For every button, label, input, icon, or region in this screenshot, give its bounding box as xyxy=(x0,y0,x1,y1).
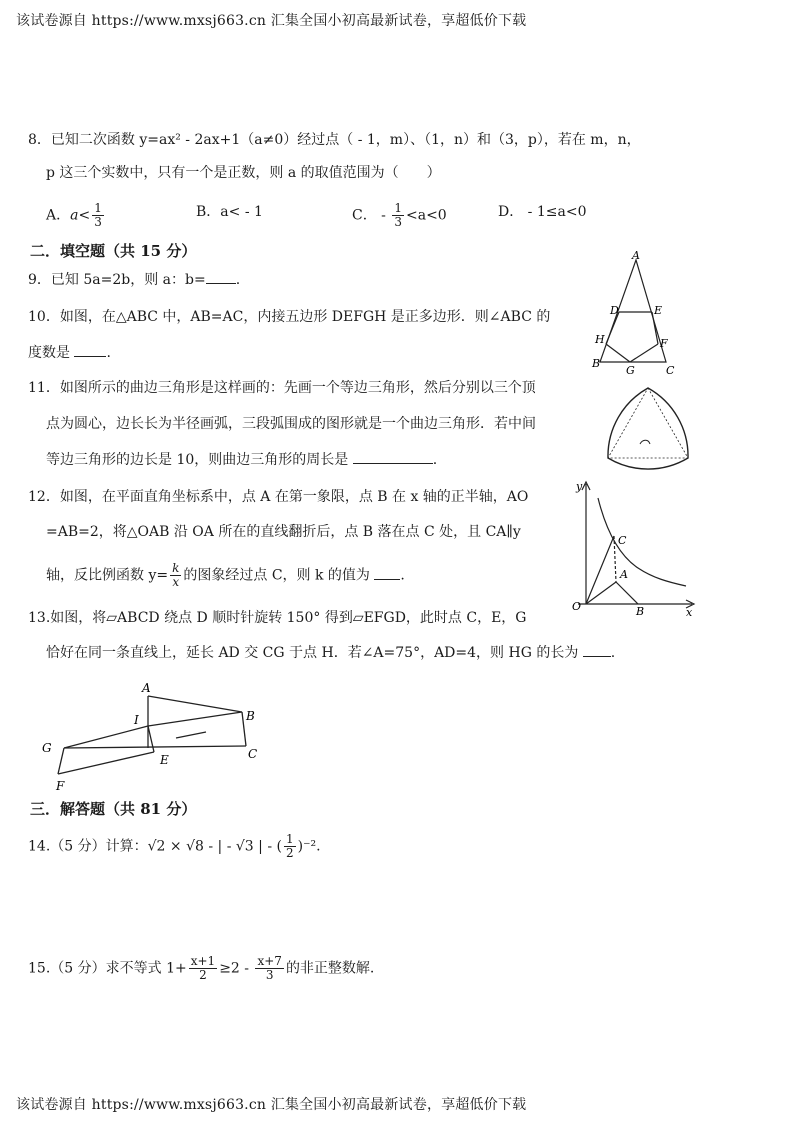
fig13-label-a: A xyxy=(142,681,151,695)
fig10-label-e: E xyxy=(654,304,663,317)
fig13-label-g: G xyxy=(42,741,52,755)
q8-option-c: C． - $\frac{1}{3}$ <a<0 xyxy=(352,201,447,229)
fig12-label-o: O xyxy=(572,600,582,613)
q12-line1: 12．如图，在平面直角坐标系中，点 A 在第一象限，点 B 在 x 轴的正半轴，AO xyxy=(28,489,529,505)
fig10-label-a: A xyxy=(632,250,640,262)
figure-q12-coordinate-plane xyxy=(568,478,698,616)
page-footer xyxy=(16,1094,526,1114)
fig12-label-y: y xyxy=(576,480,583,493)
fig13-label-c: C xyxy=(248,747,258,761)
q10-line1: 10．如图，在△ABC 中，AB=AC，内接五边形 DEFGH 是正多边形．则∠ABC 的 xyxy=(28,309,551,325)
fig12-label-c: C xyxy=(618,534,627,547)
q8-option-d: D． - 1≤a<0 xyxy=(498,204,587,220)
fig10-label-d: D xyxy=(610,304,619,317)
fig13-label-e: E xyxy=(160,753,169,767)
fig10-label-b: B xyxy=(592,357,601,370)
q13-line1: 13.如图，将▱ABCD 绕点 D 顺时针旋转 150° 得到▱EFGD，此时点 C，E，G xyxy=(28,610,527,626)
footer-url[interactable]: https://www.mxsj663.cn xyxy=(91,1097,267,1113)
fig12-label-x: x xyxy=(686,606,693,616)
section3-title: 三．解答题（共 81 分） xyxy=(30,800,197,818)
fig10-label-f: F xyxy=(660,337,668,350)
fig10-label-g: G xyxy=(626,364,635,377)
fig12-label-b: B xyxy=(636,605,645,616)
fig12-label-a: A xyxy=(620,568,628,581)
q12-line3: 轴，反比例函数 y= $\frac{k}{x}$ 的图象经过点 C，则 k 的值为 . xyxy=(46,561,405,589)
fig13-label-f: F xyxy=(56,779,65,793)
q8-option-a: A．a< $\frac{1}{3}$ xyxy=(46,201,102,229)
q13-line2: 恰好在同一条直线上，延长 AD 交 CG 于点 H．若∠A=75°，AD=4，则 HG 的长为 . xyxy=(46,645,616,661)
footer-source-label: 该试卷源自 xyxy=(16,1097,87,1113)
fig10-label-h: H xyxy=(595,333,605,346)
q8-line2: p 这三个实数中，只有一个是正数，则 a 的取值范围为（ ） xyxy=(46,165,441,181)
fig13-label-i: I xyxy=(134,713,139,727)
q11-line2: 点为圆心，边长长为半径画弧，三段弧围成的图形就是一个曲边三角形．若中间 xyxy=(46,416,536,432)
page-header xyxy=(16,10,526,30)
figure-q10-triangle xyxy=(588,250,688,378)
header-source-label: 该试卷源自 xyxy=(16,13,87,29)
header-url[interactable]: https://www.mxsj663.cn xyxy=(91,13,267,29)
section2-title: 二．填空题（共 15 分） xyxy=(30,242,197,260)
q9: 9．已知 5a=2b，则 a：b= . xyxy=(28,272,241,288)
fig13-label-b: B xyxy=(246,709,255,723)
q14: 14.（5 分）计算：√2 × √8 - | - √3 | - ( $\frac{1}{2}$ )⁻². xyxy=(28,832,321,860)
fig10-label-c: C xyxy=(666,364,675,377)
header-slogan: 汇集全国小初高最新试卷，享超低价下载 xyxy=(270,13,527,29)
q10-line2: 度数是 . xyxy=(28,345,111,361)
q12-line2: =AB=2，将△OAB 沿 OA 所在的直线翻折后，点 B 落在点 C 处，且 CA∥y xyxy=(46,524,521,540)
q15: 15.（5 分）求不等式 1+ $\frac{x+1}{2}$ ≥2 - $\frac{x+7}{3}$ 的非正整数解. xyxy=(28,954,375,982)
q11-line3: 等边三角形的边长是 10，则曲边三角形的周长是 . xyxy=(46,452,438,468)
figure-q13-parallelograms xyxy=(36,678,276,796)
q8-option-b: B．a< - 1 xyxy=(196,204,263,220)
q11-line1: 11．如图所示的曲边三角形是这样画的：先画一个等边三角形，然后分别以三个顶 xyxy=(28,380,536,396)
q8-line1: 8．已知二次函数 y=ax² - 2ax+1（a≠0）经过点（ - 1，m）、（1，n）和（3，p），若在 m，n， xyxy=(28,132,641,148)
figure-q11-curved-triangle xyxy=(598,382,698,470)
footer-slogan: 汇集全国小初高最新试卷，享超低价下载 xyxy=(270,1097,527,1113)
